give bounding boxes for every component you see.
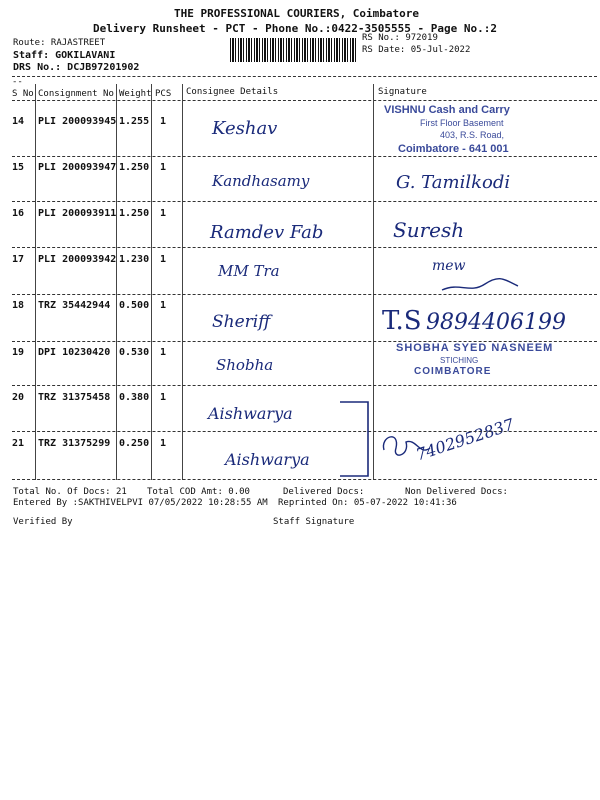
- col-signature: Signature: [378, 87, 427, 97]
- row-divider: [12, 479, 597, 480]
- staff: Staff: GOKILAVANI: [13, 50, 116, 61]
- row-sno: 15: [12, 162, 25, 173]
- total-cod: Total COD Amt: 0.00: [147, 487, 250, 497]
- row-pcs: 1: [160, 438, 167, 449]
- company-name: THE PROFESSIONAL COURIERS, Coimbatore: [174, 7, 420, 20]
- col-line: [151, 84, 152, 480]
- col-weight: Weight: [119, 89, 152, 99]
- row-weight: 0.530: [119, 347, 150, 358]
- stamp-line4: Coimbatore - 641 001: [398, 143, 509, 155]
- rs-date: RS Date: 05-Jul-2022: [362, 45, 471, 55]
- row-consignee-handwriting: Keshav: [212, 118, 278, 139]
- row-weight: 1.250: [119, 208, 150, 219]
- row-consignment: PLI 200093945: [38, 116, 117, 127]
- entered-by: Entered By :SAKTHIVELPVI 07/05/2022 10:28:55 AM: [13, 498, 268, 508]
- row-signature: Suresh: [393, 218, 465, 242]
- row-pcs: 1: [160, 162, 167, 173]
- row-sno: 14: [12, 116, 25, 127]
- row-consignee-handwriting: Ramdev Fab: [210, 222, 324, 243]
- stamp-line1: VISHNU Cash and Carry: [384, 104, 510, 116]
- header-divider: [12, 100, 597, 101]
- row-divider: [12, 294, 597, 295]
- row-signature-initials: T.S: [382, 306, 422, 336]
- row-divider: [12, 247, 597, 248]
- stamp2-line3: COIMBATORE: [414, 366, 492, 377]
- route: Route: RAJASTREET: [13, 38, 106, 48]
- divider: [12, 76, 597, 77]
- stamp2-line1: SHOBHA SYED NASNEEM: [396, 342, 554, 354]
- stamp2-line2: STICHING: [440, 356, 479, 365]
- col-consignee: Consignee Details: [186, 87, 279, 97]
- row-signature: mew: [432, 258, 466, 274]
- reprinted-on: Reprinted On: 05-07-2022 10:41:36: [278, 498, 457, 508]
- col-consignment: Consignment No: [38, 89, 114, 99]
- row-sno: 16: [12, 208, 25, 219]
- row-signature: G. Tamilkodi: [396, 172, 511, 193]
- row-divider: [12, 201, 597, 202]
- row-consignment: TRZ 31375299: [38, 438, 111, 449]
- row-sno: 18: [12, 300, 25, 311]
- row-weight: 1.255: [119, 116, 150, 127]
- row-pcs: 1: [160, 347, 167, 358]
- row-consignment: TRZ 31375458: [38, 392, 111, 403]
- row-divider: [12, 156, 597, 157]
- row-sno: 21: [12, 438, 25, 449]
- verified-by: Verified By: [13, 517, 73, 527]
- staff-signature: Staff Signature: [273, 517, 355, 527]
- row-pcs: 1: [160, 208, 167, 219]
- row-consignment: TRZ 35442944: [38, 300, 111, 311]
- row-pcs: 1: [160, 392, 167, 403]
- row-sno: 19: [12, 347, 25, 358]
- row-divider: [12, 385, 597, 386]
- col-sno: S No: [12, 89, 34, 99]
- rs-number: RS No.: 972019: [362, 33, 438, 43]
- row-consignment: PLI 200093911: [38, 208, 117, 219]
- stamp-line2: First Floor Basement: [420, 118, 504, 128]
- row-weight: 0.250: [119, 438, 150, 449]
- divider-marks: --: [12, 77, 23, 87]
- row-divider: [12, 431, 597, 432]
- runsheet-title: Delivery Runsheet - PCT - Phone No.:0422-3505555 - Page No.:2: [93, 22, 497, 35]
- row-consignment: PLI 200093947: [38, 162, 117, 173]
- row-signature: 9894406199: [426, 310, 566, 335]
- barcode: [230, 38, 357, 62]
- delivered-docs: Delivered Docs:: [283, 487, 365, 497]
- row-consignment: DPI 10230420: [38, 347, 111, 358]
- row-consignee-handwriting: Aishwarya: [225, 450, 310, 469]
- row-consignee-handwriting: Shobha: [216, 356, 274, 374]
- row-sno: 20: [12, 392, 25, 403]
- row-weight: 0.500: [119, 300, 150, 311]
- col-line: [182, 84, 183, 480]
- row-consignee-handwriting: Kandhasamy: [212, 172, 310, 190]
- non-delivered-docs: Non Delivered Docs:: [405, 487, 508, 497]
- row-consignee-handwriting: Aishwarya: [208, 404, 293, 423]
- row-consignee-handwriting: MM Tra: [218, 262, 280, 280]
- row-consignment: PLI 200093942: [38, 254, 117, 265]
- row-pcs: 1: [160, 300, 167, 311]
- row-pcs: 1: [160, 254, 167, 265]
- col-line: [116, 84, 117, 480]
- total-docs: Total No. Of Docs: 21: [13, 487, 127, 497]
- col-line: [35, 84, 36, 480]
- row-pcs: 1: [160, 116, 167, 127]
- bracket-mark: [336, 400, 376, 480]
- row-weight: 1.230: [119, 254, 150, 265]
- signature-scribble: [440, 272, 520, 296]
- drs-number: DRS No.: DCJB97201902: [13, 62, 140, 73]
- row-weight: 0.380: [119, 392, 150, 403]
- stamp-line3: 403, R.S. Road,: [440, 130, 505, 140]
- col-pcs: PCS: [155, 89, 172, 99]
- row-sno: 17: [12, 254, 25, 265]
- row-signature: 7402952837: [413, 414, 517, 465]
- signature-scribble: [376, 420, 436, 470]
- row-weight: 1.250: [119, 162, 150, 173]
- row-consignee-handwriting: Sheriff: [212, 312, 271, 332]
